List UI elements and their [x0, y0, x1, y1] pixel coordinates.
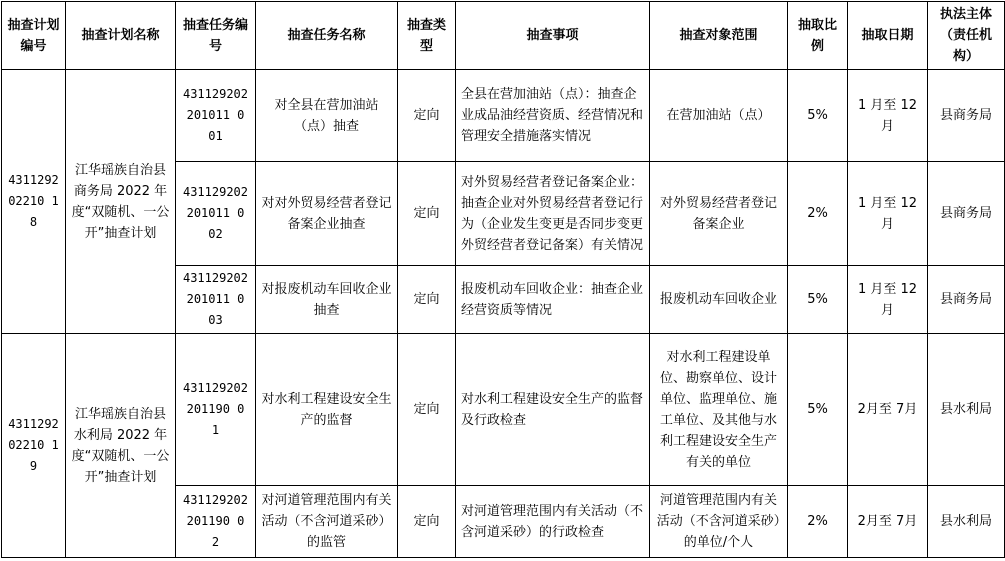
table-row — [2, 334, 1005, 486]
type-cell: 定向 — [398, 486, 456, 558]
header-type: 抽查类型 — [398, 2, 456, 70]
items-cell: 对水利工程建设安全生产的监督及行政检查 — [456, 334, 650, 486]
header-plan-name: 抽查计划名称 — [66, 2, 176, 70]
type-cell: 定向 — [398, 162, 456, 266]
scope-cell: 在营加油站（点） — [650, 70, 788, 162]
date-cell: 1 月至 12 月 — [848, 70, 928, 162]
task-no-cell: 431129202201190 0 1 — [176, 334, 256, 486]
plan-no-cell: 431129202210 19 — [2, 334, 66, 558]
task-name-cell: 对报废机动车回收企业抽查 — [256, 266, 398, 334]
ratio-cell: 2% — [788, 486, 848, 558]
type-cell: 定向 — [398, 70, 456, 162]
date-cell: 2月至 7月 — [848, 334, 928, 486]
header-ratio: 抽取比例 — [788, 2, 848, 70]
header-items: 抽查事项 — [456, 2, 650, 70]
task-no-cell: 431129202201190 0 2 — [176, 486, 256, 558]
task-name-cell: 对对外贸易经营者登记备案企业抽查 — [256, 162, 398, 266]
items-cell: 全县在营加油站（点）：抽查企业成品油经营资质、经营情况和管理安全措施落实情况 — [456, 70, 650, 162]
agency-cell: 县商务局 — [928, 162, 1005, 266]
task-no-cell: 431129202201011 0 01 — [176, 70, 256, 162]
header-plan-no: 抽查计划编号 — [2, 2, 66, 70]
header-task-name: 抽查任务名称 — [256, 2, 398, 70]
inspection-plan-table — [1, 1, 1005, 558]
header-scope: 抽查对象范围 — [650, 2, 788, 70]
plan-name-cell: 江华瑶族自治县商务局 2022 年度“双随机、一公开”抽查计划 — [66, 70, 176, 334]
header-row — [2, 2, 1005, 70]
ratio-cell: 5% — [788, 70, 848, 162]
header-date: 抽取日期 — [848, 2, 928, 70]
agency-cell: 县水利局 — [928, 486, 1005, 558]
task-name-cell: 对河道管理范围内有关活动（不含河道采砂）的监管 — [256, 486, 398, 558]
header-agency: 执法主体（责任机构） — [928, 2, 1005, 70]
header-task-no: 抽查任务编号 — [176, 2, 256, 70]
task-no-cell: 431129202201011 0 03 — [176, 266, 256, 334]
scope-cell: 对水利工程建设单位、勘察单位、设计单位、监理单位、施工单位、及其他与水利工程建设安全生产有关的单位 — [650, 334, 788, 486]
items-cell: 对河道管理范围内有关活动（不含河道采砂）的行政检查 — [456, 486, 650, 558]
scope-cell: 河道管理范围内有关活动（不含河道采砂）的单位/个人 — [650, 486, 788, 558]
date-cell: 2月至 7月 — [848, 486, 928, 558]
scope-cell: 报废机动车回收企业 — [650, 266, 788, 334]
items-cell: 对外贸易经营者登记备案企业：抽查企业对外贸易经营者登记行为（企业发生变更是否同步变更外贸经营者登记备案）有关情况 — [456, 162, 650, 266]
ratio-cell: 5% — [788, 334, 848, 486]
task-name-cell: 对水利工程建设安全生产的监督 — [256, 334, 398, 486]
plan-no-cell: 431129202210 18 — [2, 70, 66, 334]
items-cell: 报废机动车回收企业：抽查企业经营资质等情况 — [456, 266, 650, 334]
ratio-cell: 2% — [788, 162, 848, 266]
scope-cell: 对外贸易经营者登记备案企业 — [650, 162, 788, 266]
plan-name-cell: 江华瑶族自治县水利局 2022 年度“双随机、一公开”抽查计划 — [66, 334, 176, 558]
ratio-cell: 5% — [788, 266, 848, 334]
agency-cell: 县商务局 — [928, 70, 1005, 162]
table-row — [2, 70, 1005, 162]
agency-cell: 县商务局 — [928, 266, 1005, 334]
date-cell: 1 月至 12 月 — [848, 266, 928, 334]
type-cell: 定向 — [398, 266, 456, 334]
date-cell: 1 月至 12 月 — [848, 162, 928, 266]
type-cell: 定向 — [398, 334, 456, 486]
task-no-cell: 431129202201011 0 02 — [176, 162, 256, 266]
task-name-cell: 对全县在营加油站（点）抽查 — [256, 70, 398, 162]
agency-cell: 县水利局 — [928, 334, 1005, 486]
